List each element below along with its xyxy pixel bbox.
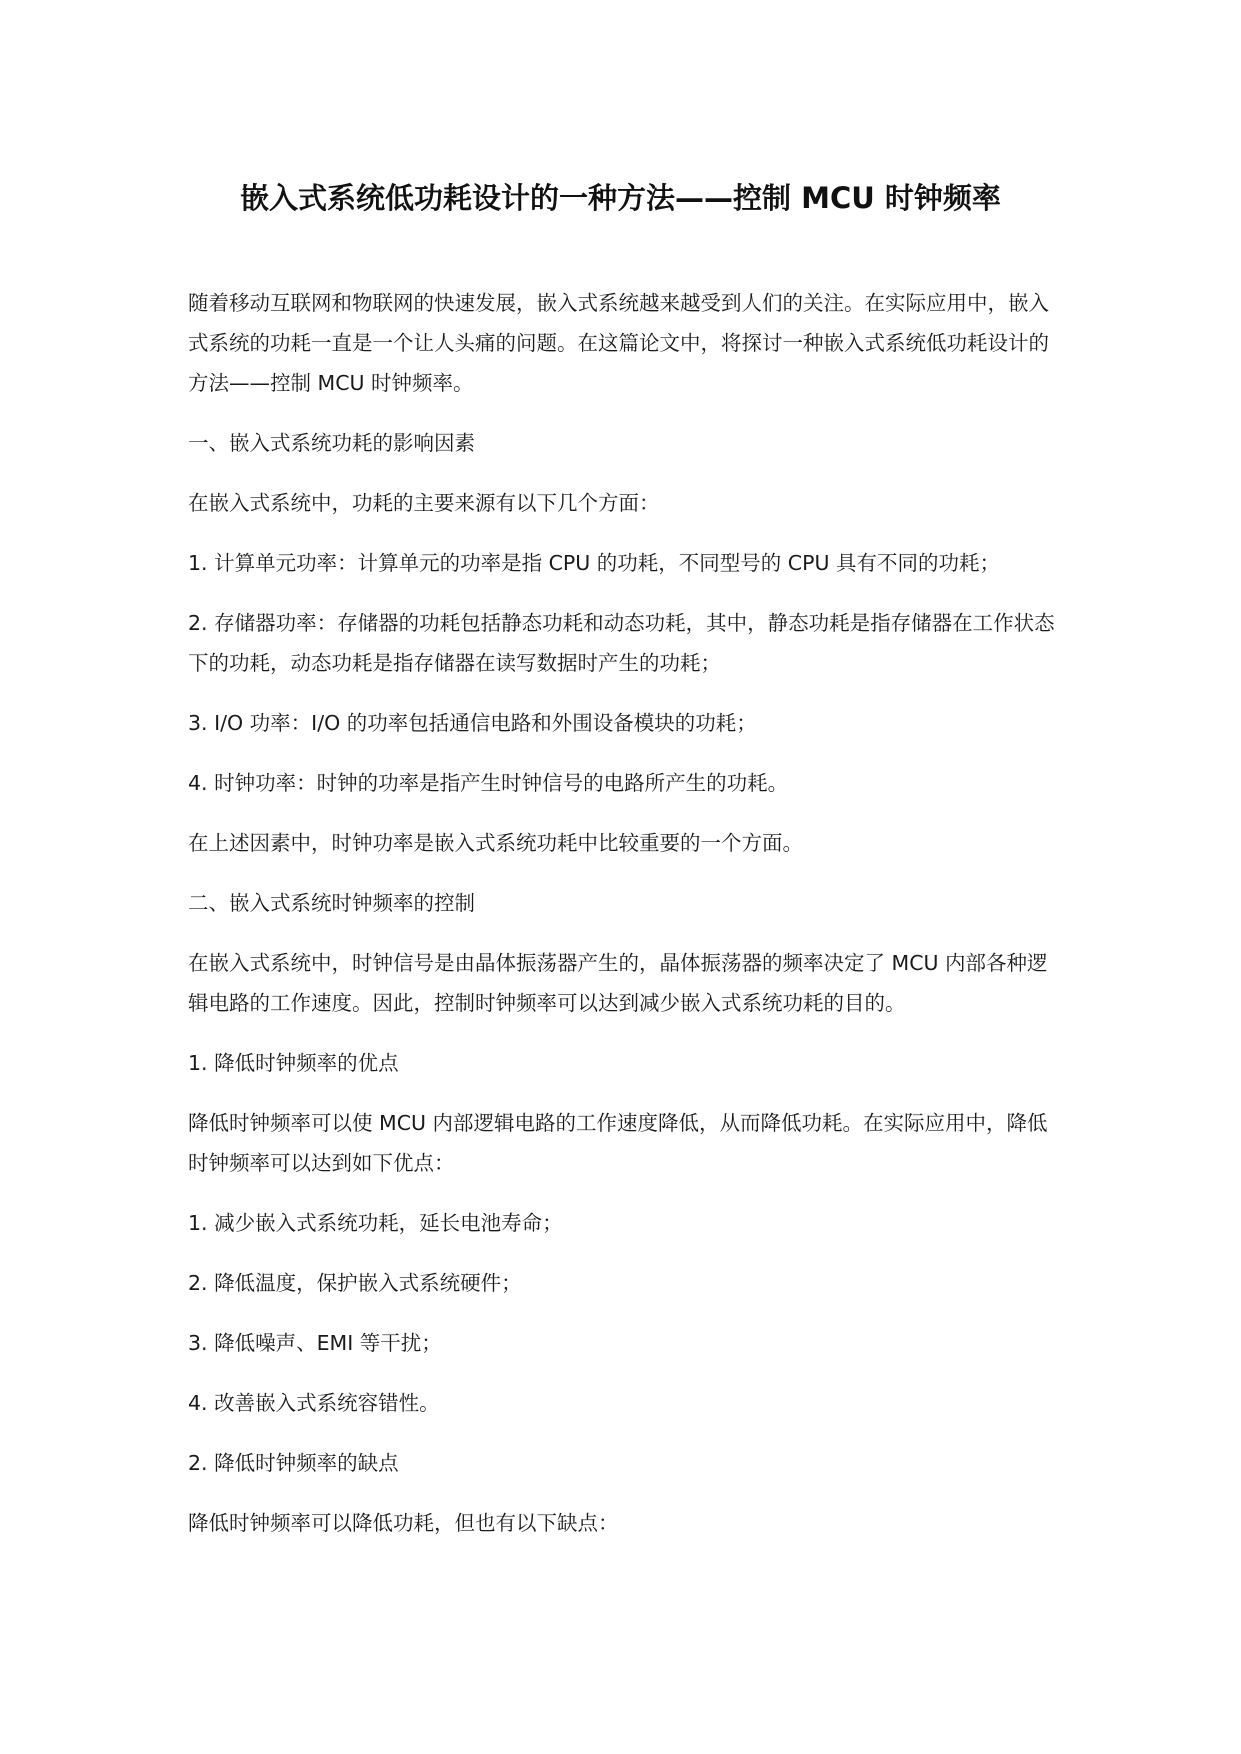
advantage-item-2: 2. 降低温度，保护嵌入式系统硬件；	[188, 1271, 522, 1295]
factor-item-1: 1. 计算单元功率：计算单元的功率是指 CPU 的功耗，不同型号的 CPU 具有不同的功耗；	[188, 551, 1001, 575]
factor-item-2: 2. 存储器功率：存储器的功耗包括静态功耗和动态功耗，其中，静态功耗是指存储器在工作状态下的功耗，动态功耗是指存储器在读写数据时产生的功耗；	[188, 611, 1055, 675]
factor-item-4: 4. 时钟功率：时钟的功率是指产生时钟信号的电路所产生的功耗。	[188, 771, 789, 795]
factor-item-3: 3. I/O 功率：I/O 的功率包括通信电路和外围设备模块的功耗；	[188, 711, 757, 735]
subsection-2-lead: 降低时钟频率可以降低功耗，但也有以下缺点：	[188, 1511, 619, 1535]
document-title: 嵌入式系统低功耗设计的一种方法——控制 MCU 时钟频率	[240, 181, 1001, 215]
section-2-lead: 在嵌入式系统中，时钟信号是由晶体振荡器产生的，晶体振荡器的频率决定了 MCU 内部各种逻辑电路的工作速度。因此，控制时钟频率可以达到减少嵌入式系统功耗的目的。	[188, 951, 1048, 1015]
section-1-summary: 在上述因素中，时钟功率是嵌入式系统功耗中比较重要的一个方面。	[188, 831, 803, 855]
section-1-lead: 在嵌入式系统中，功耗的主要来源有以下几个方面：	[188, 491, 660, 515]
section-1-heading: 一、嵌入式系统功耗的影响因素	[188, 431, 475, 455]
subsection-1-lead: 降低时钟频率可以使 MCU 内部逻辑电路的工作速度降低，从而降低功耗。在实际应用中，降低时钟频率可以达到如下优点：	[188, 1111, 1048, 1175]
subsection-1-heading: 1. 降低时钟频率的优点	[188, 1051, 399, 1075]
subsection-2-heading: 2. 降低时钟频率的缺点	[188, 1451, 399, 1475]
intro-paragraph: 随着移动互联网和物联网的快速发展，嵌入式系统越来越受到人们的关注。在实际应用中，嵌入式系统的功耗一直是一个让人头痛的问题。在这篇论文中，将探讨一种嵌入式系统低功耗设计的方法——控制 MCU 时钟频率。	[188, 291, 1049, 395]
advantage-item-1: 1. 减少嵌入式系统功耗，延长电池寿命；	[188, 1211, 563, 1235]
document-body	[188, 283, 1068, 1563]
advantage-item-4: 4. 改善嵌入式系统容错性。	[188, 1391, 440, 1415]
advantage-item-3: 3. 降低噪声、EMI 等干扰；	[188, 1331, 442, 1355]
section-2-heading: 二、嵌入式系统时钟频率的控制	[188, 891, 475, 915]
